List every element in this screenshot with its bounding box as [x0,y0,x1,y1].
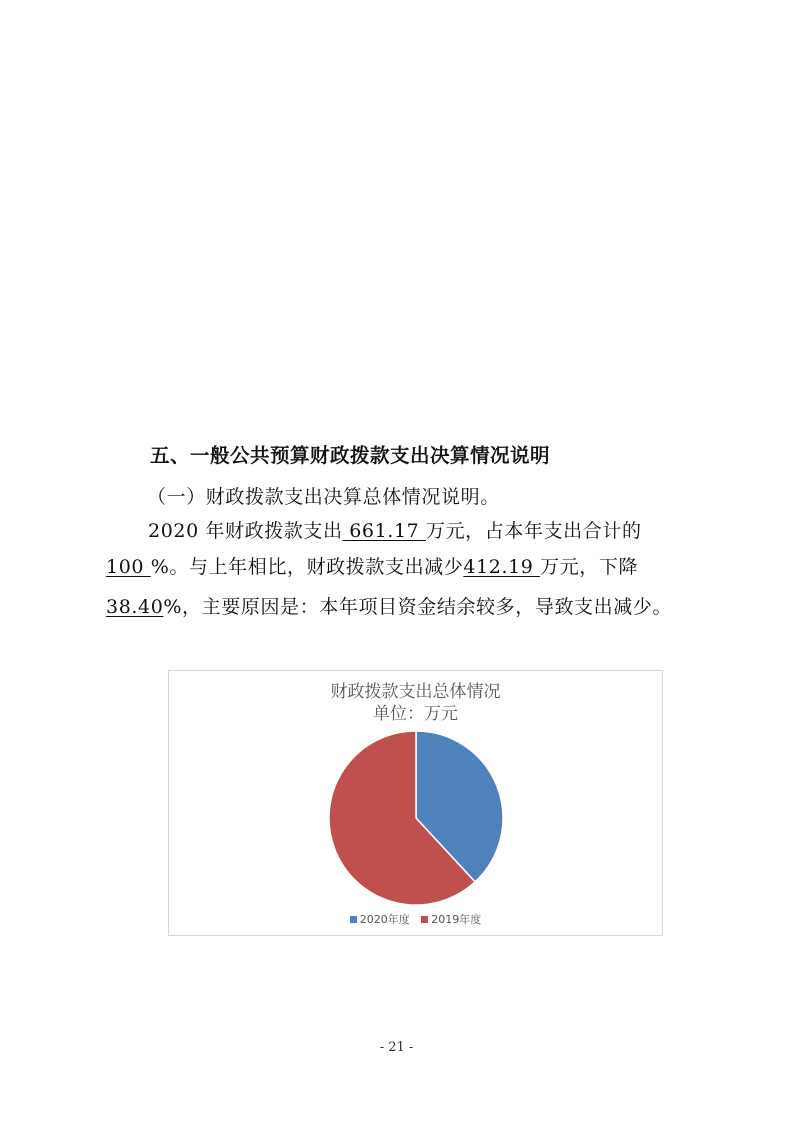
chart-legend [169,911,662,927]
page-number: - 21 - [379,1040,414,1055]
text-segment: %，主要原因是：本年项目资金结余较多，导致支出减少。 [163,596,673,618]
legend-label: 2019年度 [431,913,482,926]
decline-percent-value: 38.40 [106,596,164,618]
text-segment: 万元，占本年支出合计的 [425,520,642,542]
pie-svg [169,671,664,937]
decrease-value: 412.19 [463,556,541,578]
expense-value: 661.17 [342,520,426,542]
text-segment: 万元，下降 [540,556,639,578]
paragraph-line-1 [148,516,642,543]
paragraph-line-2 [106,552,638,579]
paragraph-line-3 [106,592,672,619]
text-segment: 2020 年财政拨款支出 [148,520,343,542]
chart-subtitle: 单位：万元 [373,704,458,724]
section-heading: 五、一般公共预算财政拨款支出决算情况说明 [150,444,551,467]
legend-label: 2020年度 [359,913,410,926]
legend-item-2020 [350,911,410,927]
legend-swatch [421,916,428,923]
text-segment: %。与上年相比，财政拨款支出减少 [150,556,464,578]
chart-title: 财政拨款支出总体情况 [330,682,501,702]
percent-value: 100 [106,556,151,578]
subheading: （一）财政拨款支出决算总体情况说明。 [147,486,500,508]
pie-chart [168,670,663,936]
legend-swatch [350,916,357,923]
legend-item-2019 [421,911,481,927]
